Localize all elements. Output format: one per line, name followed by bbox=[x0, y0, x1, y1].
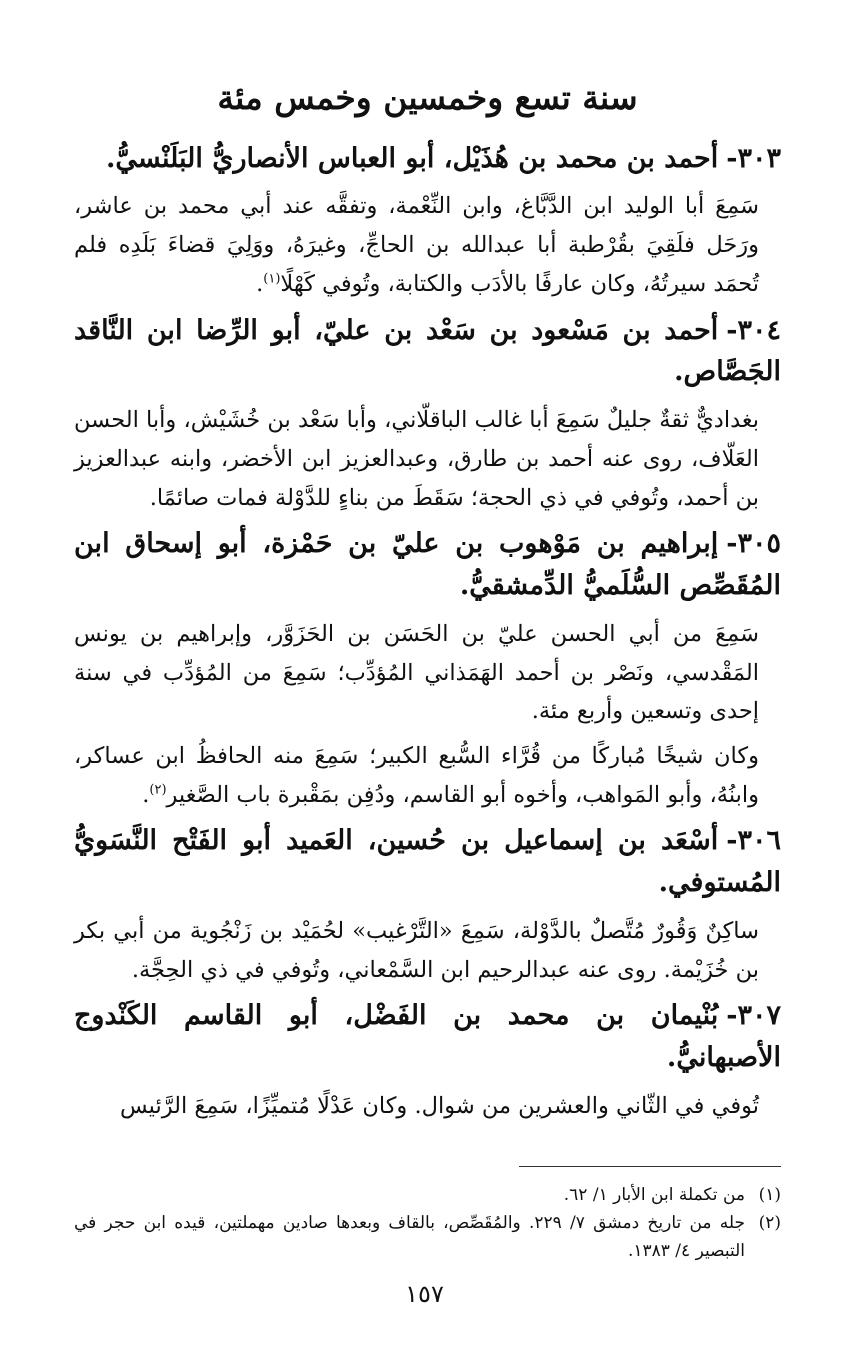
footnote-text: من تكملة ابن الأبار ١/ ٦٢. bbox=[563, 1184, 745, 1205]
entry-paragraph: وكان شيخًا مُباركًا من قُرَّاء السُّبع الكبير؛ سَمِعَ منه الحافظُ ابن عساكر، وابنُهُ، وأبو المَواهب، وأخوه أبو القاسم، ودُفِن بمَقْبرة باب الصَّغير$^{(٢)}$. bbox=[74, 743, 759, 808]
entry-paragraph: تُوفي في الثّاني والعشرين من شوال. وكان عَدْلًا مُتميِّزًا، سَمِعَ الرَّئيس bbox=[120, 1093, 759, 1120]
page-number: ١٥٧ bbox=[405, 1280, 444, 1308]
entry-paragraph: سَمِعَ من أبي الحسن عليّ بن الحَسَن بن الحَزَوَّر، وإبراهيم بن يونس المَقْدسي، ونَصْر بن أحمد الهَمَذاني المُؤدِّب؛ سَمِعَ من المُؤدِّب في سنة إحدى وتسعين وأربع مئة. bbox=[74, 620, 759, 725]
entry-heading-text: بُنْيمان بن محمد بن الفَضْل، أبو القاسم الكَنْدوج الأصبهانيُّ. bbox=[74, 1000, 781, 1074]
entry-heading bbox=[74, 310, 781, 394]
footnote-item bbox=[74, 1181, 781, 1209]
entry-paragraph-text: وكان شيخًا مُباركًا من قُرَّاء السُّبع الكبير؛ سَمِعَ منه الحافظُ ابن عساكر، وابنُهُ، وأبو المَواهب، وأخوه أبو القاسم، ودُفِن بمَقْبرة باب الصَّغير bbox=[74, 743, 759, 808]
entry-heading-text: إبراهيم بن مَوْهوب بن عليّ بن حَمْزة، أبو إسحاق ابن المُقَصِّص السُّلَميُّ الدِّمشقيُّ. bbox=[74, 528, 781, 602]
entry-number: ٣٠٤- bbox=[726, 314, 781, 346]
footnote-text: جله من تاريخ دمشق ٧/ ٢٢٩. والمُقَصِّص، بالقاف وبعدها صادين مهملتين، قيده ابن حجر في التبصير ٤/ ١٣٨٣. bbox=[74, 1212, 746, 1261]
chapter-title: سنة تسع وخمسين وخمس مئة bbox=[217, 78, 638, 117]
entry-number: ٣٠٥- bbox=[726, 528, 781, 560]
footnote-reference: (٢) bbox=[149, 782, 167, 798]
entry-heading-text: أسْعَد بن إسماعيل بن حُسين، العَميد أبو الفَتْح النَّسَويُّ المُستوفي. bbox=[74, 825, 781, 899]
entry-paragraph: ساكِنٌ وَقُورٌ مُتَّصلٌ بالدَّوْلة، سَمِعَ «التَّرْغيب» لحُمَيْد بن زَنْجُوية من أبي بكر بن خُزَيْمة. روى عنه عبدالرحيم ابن السَّمْعاني، وتُوفي في ذي الحِجَّة. bbox=[74, 918, 759, 983]
biography-entry-305 bbox=[74, 523, 781, 814]
entry-heading-text: أحمد بن مَسْعود بن سَعْد بن عليّ، أبو الرِّضا ابن النَّاقد الجَصَّاص. bbox=[74, 314, 781, 388]
biography-entry-307 bbox=[74, 995, 781, 1125]
entry-heading bbox=[74, 523, 781, 607]
biography-entry-306 bbox=[74, 820, 781, 989]
footnote-number: (٢) bbox=[758, 1212, 781, 1233]
entry-number: ٣٠٦- bbox=[726, 825, 781, 857]
entry-paragraph: بغداديٌّ ثقةٌ جليلٌ سَمِعَ أبا غالب الباقلّاني، وأبا سَعْد بن خُشَيْش، وأبا الحسن العَلّاف، روى عنه أحمد بن طارق، وعبدالعزيز ابن الأخضر، وابنه عبدالعزيز بن أحمد، وتُوفي في ذي الحجة؛ سَقَطَ من بناءٍ للدَّوْلة فمات صائمًا. bbox=[74, 407, 759, 511]
biography-entry-303 bbox=[74, 138, 781, 304]
entry-heading bbox=[74, 138, 781, 180]
footnote-divider bbox=[519, 1166, 781, 1167]
entry-number: ٣٠٧- bbox=[726, 1000, 781, 1032]
entry-heading bbox=[74, 995, 781, 1079]
entry-paragraph: سَمِعَ أبا الوليد ابن الدَّبَّاغ، وابن النِّعْمة، وتفقَّه عند أبي محمد بن عاشر، ورَحَل فلَقِيَ بقُرْطبة أبا عبدالله بن الحاجِّ، وغيرَهُ، ووَلِيَ قضاءَ بَلَدِه فلم تُحمَد سيرتُهُ، وكان عارفًا بالأدَب والكتابة، وتُوفي كَهْلًا$^{(١)}$. bbox=[74, 193, 759, 297]
footnote-number: (١) bbox=[758, 1184, 781, 1205]
biography-entry-304 bbox=[74, 310, 781, 518]
entry-heading-text: أحمد بن محمد بن هُذَيْل، أبو العباس الأنصاريُّ البَلَنْسيُّ. bbox=[105, 142, 719, 174]
footnote-reference: (١) bbox=[263, 271, 281, 287]
entry-number: ٣٠٣- bbox=[726, 142, 781, 174]
footnote-item bbox=[74, 1209, 781, 1265]
entry-heading bbox=[74, 820, 781, 904]
footnotes bbox=[74, 1181, 781, 1265]
entry-paragraph-text: سَمِعَ أبا الوليد ابن الدَّبَّاغ، وابن النِّعْمة، وتفقَّه عند أبي محمد بن عاشر، ورَحَل فلَقِيَ بقُرْطبة أبا عبدالله بن الحاجِّ، وغيرَهُ، ووَلِيَ قضاءَ بَلَدِه فلم تُحمَد سيرتُهُ، وكان عارفًا بالأدَب والكتابة، وتُوفي كَهْلًا bbox=[74, 193, 759, 297]
